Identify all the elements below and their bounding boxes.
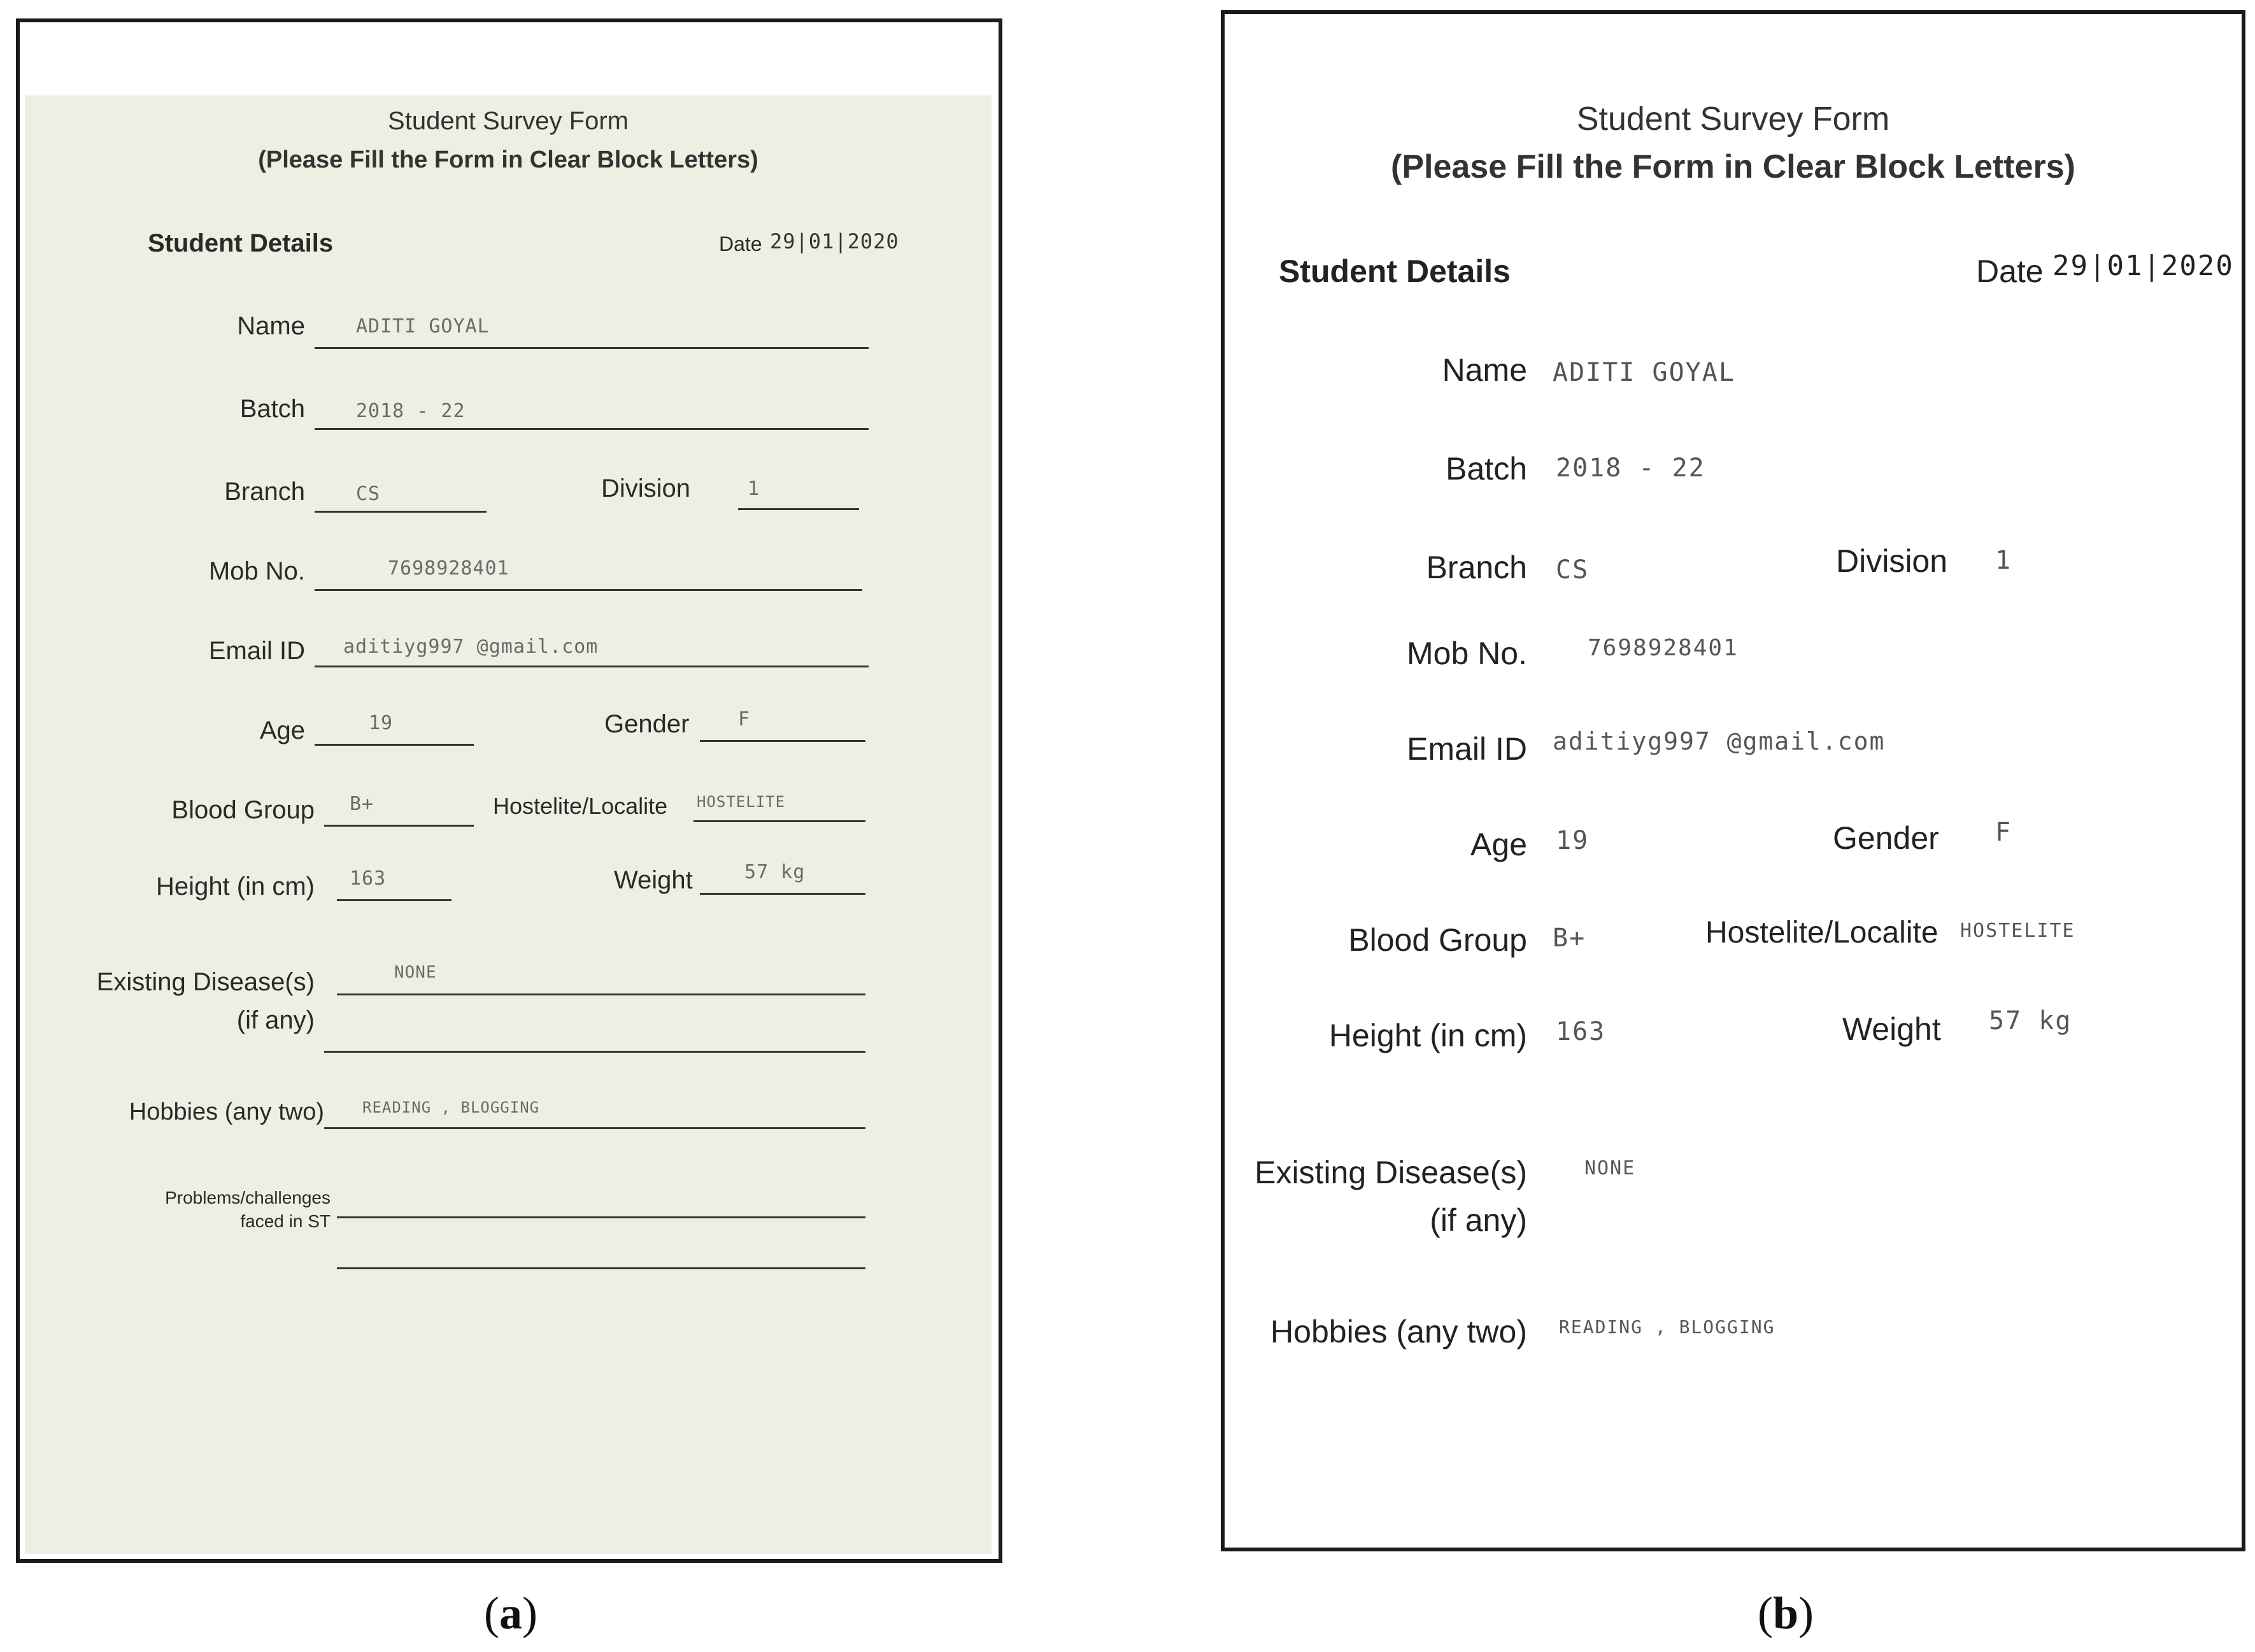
branch-label-b: Branch — [1426, 550, 1527, 585]
scanned-paper — [25, 96, 992, 1554]
problems-line-1 — [337, 1216, 865, 1218]
panel-a-scanned-form — [16, 18, 1002, 1563]
gender-label: Gender — [604, 710, 690, 738]
batch-value: 2018 - 22 — [356, 400, 466, 422]
blood-line — [324, 825, 474, 827]
name-value-b: ADITI GOYAL — [1553, 358, 1735, 387]
name-label-b: Name — [1442, 352, 1527, 388]
weight-line — [700, 893, 865, 895]
height-value: 163 — [350, 867, 387, 890]
date-value: 29|01|2020 — [770, 229, 899, 253]
form-subtitle: (Please Fill the Form in Clear Block Letters) — [258, 146, 758, 173]
age-label-b: Age — [1470, 827, 1527, 862]
hostel-value-b: HOSTELITE — [1960, 920, 2075, 942]
form-subtitle-b: (Please Fill the Form in Clear Block Letters) — [1391, 148, 2075, 185]
mob-label-b: Mob No. — [1407, 636, 1527, 671]
blood-value-b: B+ — [1553, 923, 1586, 953]
height-label-b: Height (in cm) — [1328, 1018, 1527, 1053]
gender-label-b: Gender — [1833, 820, 1939, 856]
email-label-b: Email ID — [1407, 731, 1527, 767]
form-title: Student Survey Form — [388, 107, 629, 135]
division-line — [738, 508, 859, 510]
disease-label: Existing Disease(s) — [96, 968, 315, 996]
division-label: Division — [601, 474, 691, 502]
date-value-b: 29|01|2020 — [2052, 250, 2234, 282]
age-value: 19 — [369, 712, 394, 734]
email-value-b: aditiyg997 @gmail.com — [1553, 727, 1886, 755]
date-label-b: Date — [1976, 253, 2044, 289]
disease-sub-label-b: (if any) — [1430, 1202, 1527, 1238]
division-value-b: 1 — [1995, 546, 2012, 575]
caption-b-letter: b — [1772, 1588, 1799, 1639]
blood-label: Blood Group — [171, 796, 315, 824]
name-value: ADITI GOYAL — [356, 315, 490, 338]
blood-value: B+ — [350, 793, 374, 815]
panel-b-extracted-form — [1221, 10, 2245, 1551]
hobbies-label: Hobbies (any two) — [129, 1099, 324, 1125]
branch-label: Branch — [224, 478, 305, 506]
form-title-b: Student Survey Form — [1576, 101, 1890, 138]
problems-label: Problems/challenges — [165, 1188, 331, 1207]
branch-value: CS — [356, 483, 381, 505]
height-value-b: 163 — [1556, 1017, 1606, 1046]
problems-line-2 — [337, 1267, 865, 1269]
batch-line — [315, 428, 869, 430]
disease-label-b: Existing Disease(s) — [1255, 1155, 1527, 1190]
mob-label: Mob No. — [208, 557, 305, 585]
hostel-line — [694, 820, 865, 822]
email-line — [315, 666, 869, 667]
age-value-b: 19 — [1556, 826, 1590, 855]
mob-value: 7698928401 — [388, 557, 509, 580]
hobbies-value: READING , BLOGGING — [362, 1099, 540, 1116]
caption-a: (a) — [484, 1588, 537, 1639]
mob-value-b: 7698928401 — [1588, 635, 1739, 661]
caption-b: (b) — [1758, 1588, 1814, 1639]
name-line — [315, 347, 869, 349]
branch-value-b: CS — [1556, 555, 1590, 585]
section-heading: Student Details — [148, 229, 334, 257]
disease-sub-label: (if any) — [236, 1006, 315, 1034]
problems-sub-label: faced in ST — [240, 1211, 331, 1231]
weight-label: Weight — [614, 866, 693, 894]
hobbies-label-b: Hobbies (any two) — [1270, 1314, 1527, 1349]
division-value: 1 — [748, 478, 760, 500]
batch-label-b: Batch — [1446, 451, 1527, 487]
disease-line-1 — [337, 993, 865, 995]
branch-line — [315, 511, 487, 513]
age-label: Age — [259, 716, 305, 744]
hobbies-line — [324, 1127, 865, 1129]
height-label: Height (in cm) — [156, 872, 315, 901]
mob-line — [315, 589, 862, 591]
email-value: aditiyg997 @gmail.com — [343, 636, 599, 658]
weight-value-b: 57 kg — [1989, 1006, 2072, 1036]
height-line — [337, 899, 452, 901]
gender-value: F — [738, 708, 751, 730]
date-label: Date — [719, 232, 762, 255]
section-heading-b: Student Details — [1279, 253, 1511, 289]
weight-label-b: Weight — [1842, 1011, 1941, 1047]
gender-value-b: F — [1995, 818, 2012, 847]
hostel-label-b: Hostelite/Localite — [1705, 916, 1938, 950]
division-label-b: Division — [1836, 543, 1948, 579]
age-line — [315, 744, 474, 746]
batch-value-b: 2018 - 22 — [1556, 453, 1705, 483]
hobbies-value-b: READING , BLOGGING — [1559, 1316, 1775, 1337]
gender-line — [700, 740, 865, 742]
disease-value-b: NONE — [1584, 1157, 1636, 1179]
hostel-label: Hostelite/Localite — [493, 793, 668, 819]
caption-a-letter: a — [499, 1588, 522, 1639]
blood-label-b: Blood Group — [1348, 922, 1527, 958]
batch-label: Batch — [239, 395, 305, 423]
name-label: Name — [237, 312, 305, 340]
hostel-value: HOSTELITE — [697, 793, 786, 811]
disease-value: NONE — [394, 963, 437, 982]
weight-value: 57 kg — [744, 861, 806, 883]
disease-line-2 — [324, 1051, 865, 1053]
email-label: Email ID — [208, 637, 305, 665]
